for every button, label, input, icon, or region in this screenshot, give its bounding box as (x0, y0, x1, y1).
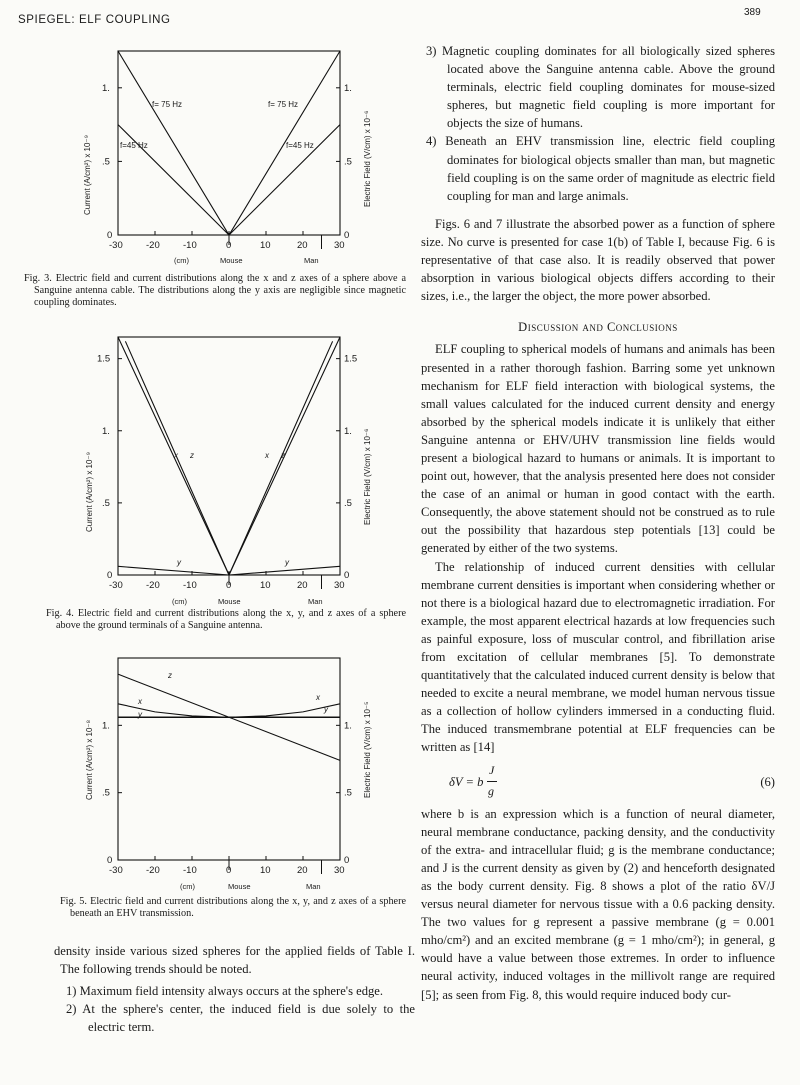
x-tick-label: 10 (260, 580, 271, 591)
paragraph: where b is an expression which is a function of neural diameter, neural membrane conductance, packing density, and the conductivity of the extra- and intracellular fluid; g is the membrane conductance; and J is the current density as given by (2) and henceforth designated as the body current density. Fig. 8 shows a plot of the ratio δV/J versus neural diameter for nervous tissue with a 0.6 packing density. The two values for g represent a passive membrane (g = 0.001 mho/cm²) and an excited membrane (g = 1 mho/cm²); in general, g would have a value between those extremes. In order to influence neural activity, induced voltages in the millivolt range are required [5]; as seen from Fig. 8, this would require induced body cur- (421, 806, 775, 1002)
y-tick-label: .5 (102, 787, 110, 799)
x-tick-label: 0 (226, 240, 232, 251)
curve-label: y (285, 558, 289, 567)
equation-number: (6) (760, 774, 775, 789)
y-tick-label-right: 0 (344, 570, 350, 581)
right-axis-label: Electric Field (V/cm) x 10⁻⁵ (363, 701, 372, 798)
y-tick-label: 0 (107, 855, 113, 866)
x-tick-label: -20 (146, 580, 160, 591)
figure-4-chart (80, 327, 380, 610)
paragraph: Figs. 6 and 7 illustrate the absorbed power as a function of sphere size. No curve is presented for case 1(b) of Table I, because Fig. 6 is representative of that case also. It is readily observed that power absorption in various biological objects differs according to their sizes, i.e., the larger the object, the more power absorbed. (421, 216, 775, 304)
figure-3-caption: Fig. 3. Electric field and current distributions along the x and z axes of a sphere above a Sanguine antenna cable. The distributions along the y axis are negligible since magnetic coupling dominates. (24, 273, 406, 308)
page-number: 389 (744, 7, 761, 18)
right-axis-label: Electric Field (V/cm) x 10⁻⁶ (363, 428, 372, 525)
x-tick-label: -30 (109, 580, 123, 591)
y-tick-label-right: .5 (344, 787, 352, 799)
x-tick-label: -10 (183, 240, 197, 251)
curve-label: y (138, 710, 142, 719)
y-tick-label: 1.5 (97, 353, 111, 365)
curve-label: x (316, 693, 320, 702)
mouse-label: Mouse (228, 882, 251, 891)
curve-label: f= 75 Hz (152, 100, 183, 109)
x-tick-label: 30 (334, 580, 345, 591)
x-tick-label: 20 (297, 865, 308, 876)
y-tick-label-right: .5 (344, 497, 352, 509)
paragraph: The relationship of induced current densities with cellular membrane current densities is important when considering whether or not there is a biological hazard due to electromagnetic irradiation. For example, the most apparent electrical hazards at low frequencies such as painful exposure, loss of muscular control, and fibrillation arise from excitation of cellular membranes [5]. To demonstrate quantitatively that the calculated induced current density is below that needed to excite a neural membrane, we model human nervous tissue as a collection of hollow cylinders immersed in a conducting fluid. The induced transmembrane potential at ELF frequencies can be written as [14] (421, 559, 775, 755)
x-unit-label: (cm) (180, 882, 195, 891)
list-item: 3) Magnetic coupling dominates for all biologically sized spheres located above the Sanguine antenna cable. Above the ground terminals, electric field coupling dominates for mouse-sized spheres, but magnetic field coupling is more important for objects the size of humans. (426, 44, 776, 131)
y-tick-label-right: 1. (344, 425, 352, 437)
left-axis-label: Current (A/cm²) x 10⁻⁹ (85, 451, 94, 532)
curve-label: z (190, 451, 194, 460)
right-axis-label: Electric Field (V/cm) x 10⁻⁶ (363, 110, 372, 207)
figure-4-caption: Fig. 4. Electric field and current distributions along the x, y, and z axes of a sphere above the ground terminals of a Sanguine antenna. (46, 608, 406, 631)
y-tick-label: .5 (102, 156, 110, 168)
equation-denominator: g (488, 783, 494, 798)
curve-label: x (174, 451, 178, 460)
x-tick-label: 10 (260, 865, 271, 876)
left-axis-label: Current (A/cm²) x 10⁻⁹ (83, 134, 92, 215)
figure-5-caption: Fig. 5. Electric field and current distributions along the x, y, and z axes of a sphere beneath an EHV transmission. (60, 896, 406, 919)
figure-5-chart (80, 650, 380, 895)
y-tick-label-right: 0 (344, 855, 350, 866)
curve-label: f= 75 Hz (268, 100, 299, 109)
x-tick-label: 30 (334, 865, 345, 876)
x-tick-label: -30 (109, 240, 123, 251)
left-axis-label: Current (A/cm²) x 10⁻⁸ (85, 719, 94, 800)
curve-label: y (324, 705, 328, 714)
y-tick-label: 0 (107, 570, 113, 581)
x-tick-label: -30 (109, 865, 123, 876)
y-tick-label: 1. (102, 720, 110, 732)
x-unit-label: (cm) (172, 597, 187, 606)
y-tick-label-right: 0 (344, 230, 350, 241)
curve-label: z (168, 671, 172, 680)
plot-frame (118, 337, 340, 575)
series-line-x (118, 704, 340, 717)
equation-numerator: J (489, 762, 495, 777)
running-title: SPIEGEL: ELF COUPLING (18, 14, 171, 26)
y-tick-label-right: 1. (344, 720, 352, 732)
man-label: Man (308, 597, 323, 606)
y-tick-label: 0 (107, 230, 113, 241)
y-tick-label: .5 (102, 497, 110, 509)
curve-label: z (281, 451, 285, 460)
plot-frame (118, 658, 340, 860)
list-item: 2) At the sphere's center, the induced field is due solely to the electric term. (66, 1002, 415, 1034)
mouse-label: Mouse (220, 256, 243, 265)
series-line-x (118, 337, 340, 575)
x-tick-label: -10 (183, 580, 197, 591)
left-column-text (54, 942, 415, 1036)
x-tick-label: -20 (146, 240, 160, 251)
figure-3-chart (80, 45, 380, 273)
y-tick-label-right: 1. (344, 82, 352, 94)
x-tick-label: -20 (146, 865, 160, 876)
x-tick-label: 0 (226, 865, 232, 876)
section-heading: Discussion and Conclusions (518, 320, 678, 335)
list-item: 1) Maximum field intensity always occurs at the sphere's edge. (66, 984, 384, 998)
series-line-z (125, 341, 332, 575)
man-label: Man (306, 882, 321, 891)
y-tick-label: 1. (102, 82, 110, 94)
man-label: Man (304, 256, 319, 265)
y-tick-label-right: 1.5 (344, 353, 358, 365)
x-tick-label: 30 (334, 240, 345, 251)
paragraph: density inside various sized spheres for the applied fields of Table I. The following trends should be noted. (54, 944, 415, 976)
curve-label: f=45 Hz (286, 141, 314, 150)
curve-label: y (177, 558, 181, 567)
x-tick-label: 0 (226, 580, 232, 591)
y-tick-label: 1. (102, 425, 110, 437)
equation-lhs: δV = b (449, 774, 484, 789)
mouse-label: Mouse (218, 597, 241, 606)
curve-label: x (138, 697, 142, 706)
list-item: 4) Beneath an EHV transmission line, electric field coupling dominates for biological objects smaller than man, but magnetic field coupling is on the same order of magnitude as electric field coupling for man and large animals. (426, 134, 775, 203)
right-column-text (421, 42, 775, 1004)
y-tick-label-right: .5 (344, 156, 352, 168)
x-tick-label: 20 (297, 240, 308, 251)
x-unit-label: (cm) (174, 256, 189, 265)
x-tick-label: 20 (297, 580, 308, 591)
curve-label: f=45 Hz (120, 141, 148, 150)
equation-6 (421, 759, 775, 803)
x-tick-label: 10 (260, 240, 271, 251)
paragraph: ELF coupling to spherical models of humans and animals has been presented in a rather thorough fashion. Barring some yet unknown mechanism for ELF field interaction with biological systems, the small values calculated for the induced current density and energy absorbed by the spherical models indicate it is unlikely that either Sanguine antenna or EHV/UHV transmission line fields would present a biological hazard to humans or animals. It is important to point out, however, that the analysis presented here does not consider the case of an animal or human in good contact with the earth. Consequently, the above statement should not be construed as to rule out the possibility that hazardous step potentials [13] could be generated by either of the two systems. (421, 342, 775, 556)
x-tick-label: -10 (183, 865, 197, 876)
curve-label: x (265, 451, 269, 460)
